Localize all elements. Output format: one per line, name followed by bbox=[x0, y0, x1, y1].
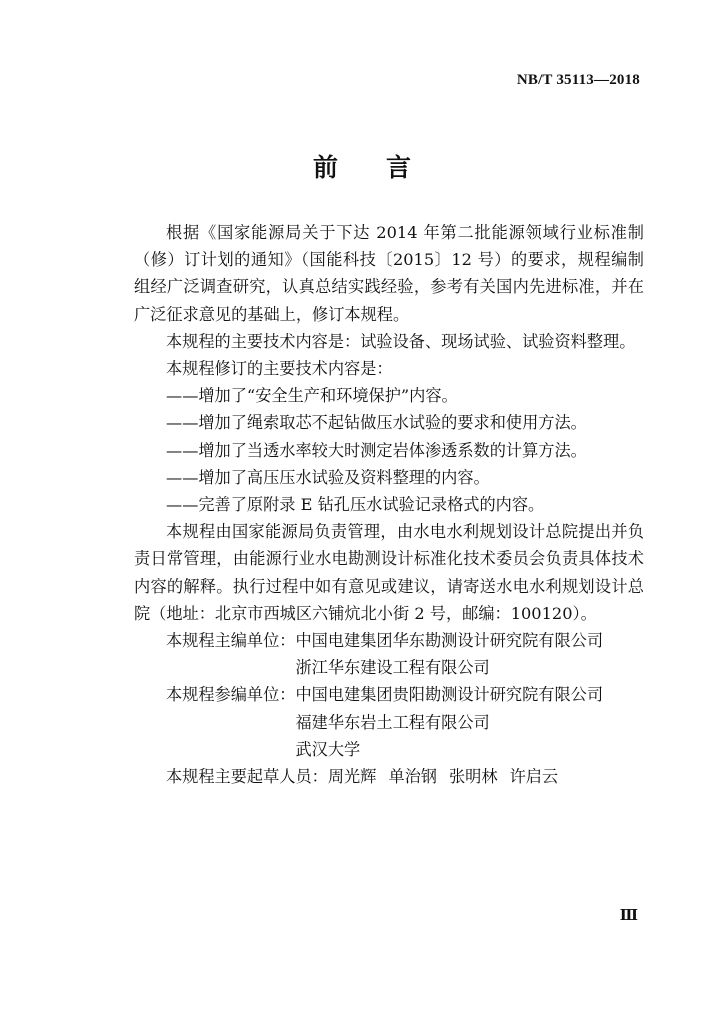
revision-item: ——完善了原附录 E 钻孔压水试验记录格式的内容。 bbox=[166, 495, 545, 515]
chief-units-block bbox=[134, 627, 644, 681]
revision-intro-paragraph: 本规程修订的主要技术内容是： bbox=[166, 359, 393, 379]
drafters-block bbox=[134, 763, 644, 790]
participating-unit: 福建华东岩土工程有限公司 bbox=[295, 712, 490, 732]
revision-item: ——增加了绳索取芯不起钻做压水试验的要求和使用方法。 bbox=[166, 413, 587, 433]
drafter-name: 周光辉 bbox=[327, 767, 377, 787]
standard-number: NB/T 35113—2018 bbox=[516, 72, 640, 88]
chief-unit: 浙江华东建设工程有限公司 bbox=[295, 658, 490, 678]
drafters-label: 本规程主要起草人员： bbox=[166, 767, 328, 787]
intro-paragraph: 根据《国家能源局关于下达 2014 年第二批能源领域行业标准制（修）订计划的通知》（国能科技〔2015〕12 号）的要求，规程编制组经广泛调查研究，认真总结实践经验，参考有关国内先进标准，并在广泛征求意见的基础上，修订本规程。 bbox=[134, 223, 644, 324]
management-paragraph: 本规程由国家能源局负责管理，由水电水利规划设计总院提出并负责日常管理，由能源行业水电勘测设计标准化技术委员会负责具体技术内容的解释。执行过程中如有意见或建议，请寄送水电水利规划设计总院（地址：北京市西城区六铺炕北小街 2 号，邮编：100120）。 bbox=[134, 522, 644, 623]
drafter-name: 单治钢 bbox=[388, 767, 437, 787]
preface-body bbox=[134, 219, 644, 790]
main-content-paragraph: 本规程的主要技术内容是：试验设备、现场试验、试验资料整理。 bbox=[166, 331, 636, 351]
page-title: 前言 bbox=[312, 153, 459, 182]
participating-units-label: 本规程参编单位： bbox=[166, 685, 296, 705]
participating-unit: 中国电建集团贵阳勘测设计研究院有限公司 bbox=[295, 685, 604, 705]
revision-item: ——增加了当透水率较大时测定岩体渗透系数的计算方法。 bbox=[166, 440, 587, 460]
revision-item: ——增加了高压压水试验及资料整理的内容。 bbox=[166, 467, 490, 487]
chief-units-label: 本规程主编单位： bbox=[166, 631, 296, 651]
revision-list bbox=[134, 382, 644, 518]
participating-unit: 武汉大学 bbox=[295, 739, 361, 759]
chief-unit: 中国电建集团华东勘测设计研究院有限公司 bbox=[295, 631, 604, 651]
chief-units-list bbox=[296, 627, 645, 681]
drafter-name: 许启云 bbox=[509, 767, 559, 787]
drafter-name: 张明林 bbox=[449, 767, 498, 787]
revision-item: ——增加了“安全生产和环境保护”内容。 bbox=[166, 386, 458, 406]
page-number: Ⅲ bbox=[619, 908, 638, 924]
participating-units-list bbox=[296, 681, 645, 763]
participating-units-block bbox=[134, 681, 644, 763]
